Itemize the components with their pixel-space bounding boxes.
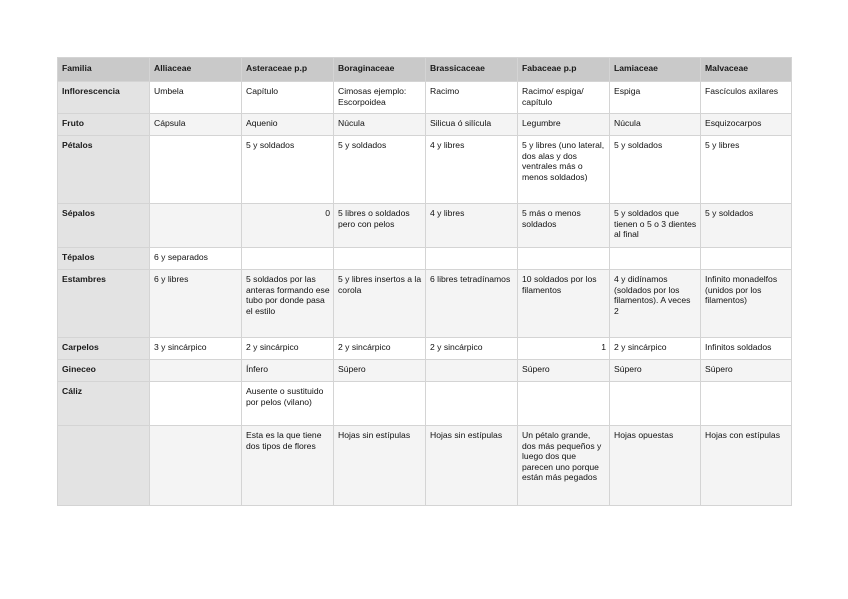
header-cell[interactable]: Malvaceae — [701, 58, 792, 82]
table-cell[interactable]: 6 libres tetradínamos — [426, 270, 518, 338]
header-cell[interactable]: Lamiaceae — [610, 58, 701, 82]
table-body — [58, 82, 792, 506]
table-cell[interactable]: 5 y soldados — [242, 136, 334, 204]
table-cell[interactable] — [150, 136, 242, 204]
table-row — [58, 204, 792, 248]
row-header-cell[interactable]: Carpelos — [58, 338, 150, 360]
row-header-cell[interactable]: Pétalos — [58, 136, 150, 204]
table-row — [58, 82, 792, 114]
table-cell[interactable] — [518, 248, 610, 270]
table-cell[interactable]: Cimosas ejemplo: Escorpoidea — [334, 82, 426, 114]
table-cell[interactable] — [334, 382, 426, 426]
table-cell[interactable]: Legumbre — [518, 114, 610, 136]
table-cell[interactable]: 5 y soldados — [334, 136, 426, 204]
table-cell[interactable] — [610, 382, 701, 426]
table-row — [58, 270, 792, 338]
row-header-cell[interactable]: Fruto — [58, 114, 150, 136]
table-cell[interactable]: 6 y libres — [150, 270, 242, 338]
row-header-cell[interactable] — [58, 426, 150, 506]
table-row — [58, 360, 792, 382]
table-cell[interactable]: 6 y separados — [150, 248, 242, 270]
header-cell[interactable]: Asteraceae p.p — [242, 58, 334, 82]
table-cell[interactable]: Silicua ó silícula — [426, 114, 518, 136]
table-cell[interactable] — [150, 360, 242, 382]
table-cell[interactable]: Súpero — [334, 360, 426, 382]
table-cell[interactable] — [610, 248, 701, 270]
row-header-cell[interactable]: Cáliz — [58, 382, 150, 426]
table-cell[interactable] — [701, 382, 792, 426]
table-row — [58, 136, 792, 204]
table-cell[interactable]: Súpero — [518, 360, 610, 382]
table-cell[interactable]: Aquenio — [242, 114, 334, 136]
table-cell[interactable]: 4 y didínamos (soldados por los filamentos). A veces 2 — [610, 270, 701, 338]
table-cell[interactable] — [701, 248, 792, 270]
table-row — [58, 248, 792, 270]
table-cell[interactable]: 4 y libres — [426, 136, 518, 204]
table-cell[interactable]: Hojas sin estípulas — [426, 426, 518, 506]
table-cell[interactable]: 2 y sincárpico — [242, 338, 334, 360]
table-cell[interactable]: 4 y libres — [426, 204, 518, 248]
table-cell[interactable]: Umbela — [150, 82, 242, 114]
row-header-cell[interactable]: Tépalos — [58, 248, 150, 270]
table-cell[interactable] — [426, 360, 518, 382]
table-cell[interactable]: Racimo — [426, 82, 518, 114]
table-cell[interactable]: 5 y soldados que tienen o 5 o 3 dientes al final — [610, 204, 701, 248]
families-table — [57, 57, 792, 506]
table-cell[interactable]: Súpero — [701, 360, 792, 382]
table-cell[interactable]: 2 y sincárpico — [610, 338, 701, 360]
table-cell[interactable] — [426, 382, 518, 426]
table-cell[interactable]: 1 — [518, 338, 610, 360]
row-header-cell[interactable]: Estambres — [58, 270, 150, 338]
table-row — [58, 382, 792, 426]
table-cell[interactable]: Ínfero — [242, 360, 334, 382]
header-cell[interactable]: Boraginaceae — [334, 58, 426, 82]
row-header-cell[interactable]: Sépalos — [58, 204, 150, 248]
table-cell[interactable]: Súpero — [610, 360, 701, 382]
table-cell[interactable]: Ausente o sustituido por pelos (vilano) — [242, 382, 334, 426]
header-cell[interactable]: Fabaceae p.p — [518, 58, 610, 82]
table-cell[interactable]: Racimo/ espiga/ capítulo — [518, 82, 610, 114]
table-cell[interactable]: 5 soldados por las anteras formando ese tubo por donde pasa el estilo — [242, 270, 334, 338]
table-cell[interactable]: 5 libres o soldados pero con pelos — [334, 204, 426, 248]
table-cell[interactable]: Un pétalo grande, dos más pequeños y luego dos que parecen uno porque están más pegados — [518, 426, 610, 506]
table-cell[interactable] — [518, 382, 610, 426]
table-cell[interactable]: 2 y sincárpico — [426, 338, 518, 360]
table-cell[interactable] — [150, 204, 242, 248]
row-header-cell[interactable]: Gineceo — [58, 360, 150, 382]
table-cell[interactable]: Hojas opuestas — [610, 426, 701, 506]
table-cell[interactable]: 0 — [242, 204, 334, 248]
table-cell[interactable]: Núcula — [334, 114, 426, 136]
table-cell[interactable]: 3 y sincárpico — [150, 338, 242, 360]
table-cell[interactable]: Infinito monadelfos (unidos por los filamentos) — [701, 270, 792, 338]
table-row — [58, 114, 792, 136]
header-cell[interactable]: Brassicaceae — [426, 58, 518, 82]
table-cell[interactable]: Núcula — [610, 114, 701, 136]
table-cell[interactable]: 2 y sincárpico — [334, 338, 426, 360]
table-cell[interactable]: Hojas sin estípulas — [334, 426, 426, 506]
table-cell[interactable]: 5 y soldados — [610, 136, 701, 204]
header-cell[interactable]: Alliaceae — [150, 58, 242, 82]
table-cell[interactable] — [242, 248, 334, 270]
table-cell[interactable]: 5 más o menos soldados — [518, 204, 610, 248]
table-row — [58, 426, 792, 506]
header-row — [58, 58, 792, 82]
table-cell[interactable]: 5 y libres insertos a la corola — [334, 270, 426, 338]
table-cell[interactable]: Cápsula — [150, 114, 242, 136]
table-cell[interactable] — [150, 382, 242, 426]
table-cell[interactable]: 10 soldados por los filamentos — [518, 270, 610, 338]
table-cell[interactable] — [334, 248, 426, 270]
table-cell[interactable] — [426, 248, 518, 270]
table-cell[interactable]: Capítulo — [242, 82, 334, 114]
table-cell[interactable]: Esquizocarpos — [701, 114, 792, 136]
header-cell[interactable]: Familia — [58, 58, 150, 82]
table-cell[interactable]: Fascículos axilares — [701, 82, 792, 114]
table-cell[interactable]: 5 y libres — [701, 136, 792, 204]
row-header-cell[interactable]: Inflorescencia — [58, 82, 150, 114]
table-cell[interactable] — [150, 426, 242, 506]
table-cell[interactable]: 5 y soldados — [701, 204, 792, 248]
table-cell[interactable]: Esta es la que tiene dos tipos de flores — [242, 426, 334, 506]
table-row — [58, 338, 792, 360]
spreadsheet-area — [57, 57, 791, 506]
table-cell[interactable]: Hojas con estípulas — [701, 426, 792, 506]
table-cell[interactable]: 5 y libres (uno lateral, dos alas y dos ventrales más o menos soldados) — [518, 136, 610, 204]
table-cell[interactable]: Espiga — [610, 82, 701, 114]
table-cell[interactable]: Infinitos soldados — [701, 338, 792, 360]
